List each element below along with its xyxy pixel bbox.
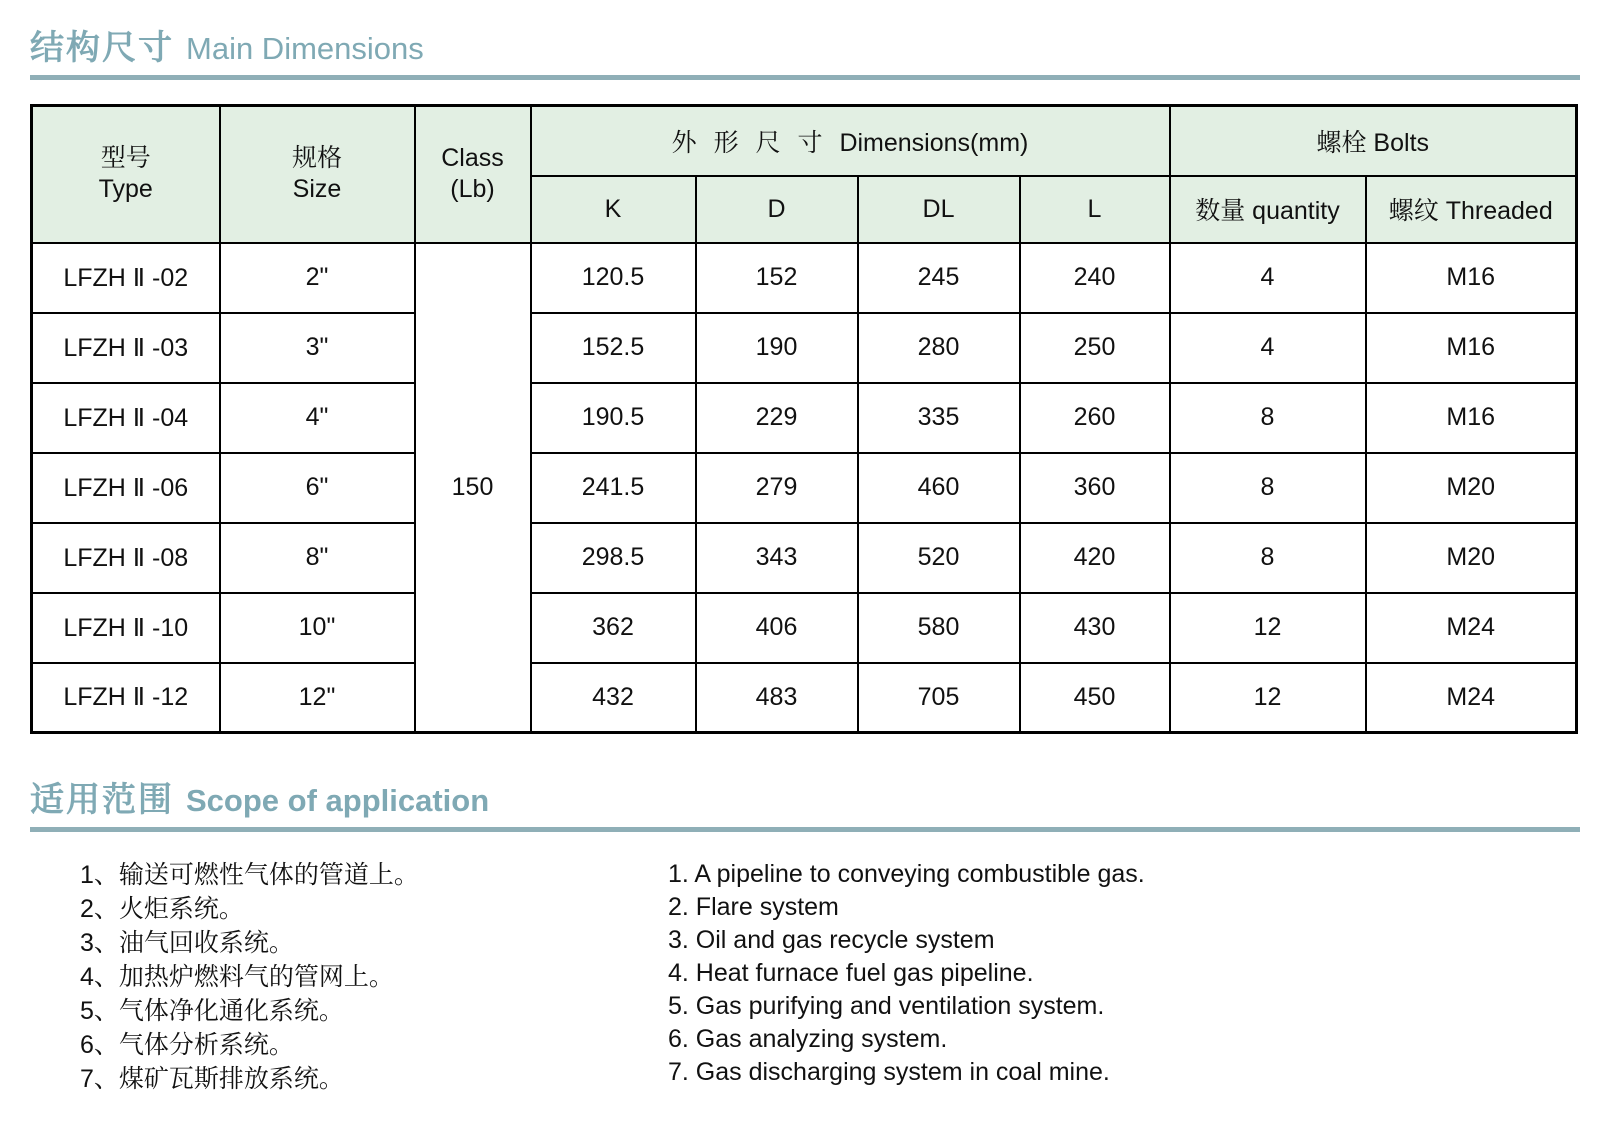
header-class xyxy=(415,106,531,243)
table-row xyxy=(32,313,1577,383)
header-dimensions-group: 外 形 尺 寸 Dimensions(mm) xyxy=(531,106,1170,176)
title-rule xyxy=(30,75,1580,80)
dimensions-table xyxy=(30,104,1578,734)
cell-l: 260 xyxy=(1020,383,1170,453)
list-item: 6. Gas analyzing system. xyxy=(668,1025,948,1053)
cell-size: 3" xyxy=(220,313,415,383)
cell-d: 279 xyxy=(696,453,858,523)
header-class-line2: (Lb) xyxy=(450,175,495,204)
cell-d: 229 xyxy=(696,383,858,453)
spacer xyxy=(30,734,1580,772)
cell-quantity: 12 xyxy=(1170,593,1366,663)
list-item: 4. Heat furnace fuel gas pipeline. xyxy=(668,959,1034,987)
cell-quantity: 8 xyxy=(1170,453,1366,523)
header-row-1 xyxy=(32,106,1577,176)
cell-d: 343 xyxy=(696,523,858,593)
list-item: 6、气体分析系统。 xyxy=(80,1031,294,1059)
cell-threaded: M20 xyxy=(1366,453,1577,523)
list-item: 4、加热炉燃料气的管网上。 xyxy=(80,963,394,991)
cell-type: LFZH Ⅱ -06 xyxy=(32,453,220,523)
cell-k: 241.5 xyxy=(531,453,696,523)
cell-k: 298.5 xyxy=(531,523,696,593)
list-item: 3、油气回收系统。 xyxy=(80,929,294,957)
cell-k: 362 xyxy=(531,593,696,663)
list-item: 2、火炬系统。 xyxy=(80,895,244,923)
table-row xyxy=(32,453,1577,523)
cell-k: 152.5 xyxy=(531,313,696,383)
header-col-dl: DL xyxy=(858,176,1020,243)
cell-l: 240 xyxy=(1020,243,1170,313)
table-row xyxy=(32,663,1577,733)
cell-k: 120.5 xyxy=(531,243,696,313)
cell-threaded: M24 xyxy=(1366,663,1577,733)
cell-d: 190 xyxy=(696,313,858,383)
cell-threaded: M16 xyxy=(1366,243,1577,313)
cell-type: LFZH Ⅱ -08 xyxy=(32,523,220,593)
scope-title-zh: 适用范围 xyxy=(30,781,174,819)
cell-dl: 335 xyxy=(858,383,1020,453)
header-col-d: D xyxy=(696,176,858,243)
cell-type: LFZH Ⅱ -10 xyxy=(32,593,220,663)
cell-threaded: M24 xyxy=(1366,593,1577,663)
header-size-en: Size xyxy=(292,175,342,204)
cell-class-merged: 150 xyxy=(415,243,531,733)
cell-type: LFZH Ⅱ -02 xyxy=(32,243,220,313)
cell-l: 250 xyxy=(1020,313,1170,383)
header-class-line1: Class xyxy=(441,144,504,173)
cell-quantity: 12 xyxy=(1170,663,1366,733)
cell-threaded: M16 xyxy=(1366,313,1577,383)
cell-d: 406 xyxy=(696,593,858,663)
cell-l: 430 xyxy=(1020,593,1170,663)
cell-type: LFZH Ⅱ -03 xyxy=(32,313,220,383)
cell-k: 190.5 xyxy=(531,383,696,453)
cell-type: LFZH Ⅱ -04 xyxy=(32,383,220,453)
list-item: 1、输送可燃性气体的管道上。 xyxy=(80,861,419,889)
cell-size: 12" xyxy=(220,663,415,733)
header-type-zh: 型号 xyxy=(100,144,151,173)
table-row xyxy=(32,383,1577,453)
header-size xyxy=(220,106,415,243)
cell-size: 8" xyxy=(220,523,415,593)
main-dimensions-title xyxy=(30,20,1580,69)
cell-dl: 580 xyxy=(858,593,1020,663)
header-col-quantity: 数量 quantity xyxy=(1170,176,1366,243)
header-type xyxy=(32,106,220,243)
application-lists xyxy=(30,858,1580,1096)
application-list-en xyxy=(668,858,1145,1096)
scope-title-en: Scope of application xyxy=(186,783,490,818)
list-item: 1. A pipeline to conveying combustible gas. xyxy=(668,860,1145,888)
header-type-en: Type xyxy=(98,175,153,204)
cell-size: 10" xyxy=(220,593,415,663)
cell-dl: 245 xyxy=(858,243,1020,313)
cell-quantity: 4 xyxy=(1170,243,1366,313)
cell-dl: 705 xyxy=(858,663,1020,733)
cell-d: 483 xyxy=(696,663,858,733)
application-list-zh xyxy=(80,858,640,1096)
list-item: 7. Gas discharging system in coal mine. xyxy=(668,1058,1110,1086)
header-size-zh: 规格 xyxy=(291,144,342,173)
table-row xyxy=(32,523,1577,593)
cell-quantity: 8 xyxy=(1170,523,1366,593)
title-rule xyxy=(30,827,1580,832)
cell-size: 6" xyxy=(220,453,415,523)
cell-size: 2" xyxy=(220,243,415,313)
header-col-threaded: 螺纹 Threaded xyxy=(1366,176,1577,243)
header-bolts-group: 螺栓 Bolts xyxy=(1170,106,1577,176)
cell-quantity: 4 xyxy=(1170,313,1366,383)
cell-threaded: M16 xyxy=(1366,383,1577,453)
cell-type: LFZH Ⅱ -12 xyxy=(32,663,220,733)
table-row xyxy=(32,243,1577,313)
main-dimensions-title-en: Main Dimensions xyxy=(186,31,424,66)
header-col-k: K xyxy=(531,176,696,243)
list-item: 2. Flare system xyxy=(668,893,839,921)
list-item: 5、气体净化通化系统。 xyxy=(80,997,344,1025)
cell-k: 432 xyxy=(531,663,696,733)
cell-l: 420 xyxy=(1020,523,1170,593)
cell-quantity: 8 xyxy=(1170,383,1366,453)
cell-d: 152 xyxy=(696,243,858,313)
list-item: 5. Gas purifying and ventilation system. xyxy=(668,992,1105,1020)
table-row xyxy=(32,593,1577,663)
list-item: 7、煤矿瓦斯排放系统。 xyxy=(80,1065,344,1093)
cell-threaded: M20 xyxy=(1366,523,1577,593)
cell-dl: 280 xyxy=(858,313,1020,383)
main-dimensions-title-zh: 结构尺寸 xyxy=(30,29,174,67)
cell-dl: 460 xyxy=(858,453,1020,523)
scope-of-application-title xyxy=(30,772,1580,821)
cell-l: 450 xyxy=(1020,663,1170,733)
cell-l: 360 xyxy=(1020,453,1170,523)
cell-dl: 520 xyxy=(858,523,1020,593)
cell-size: 4" xyxy=(220,383,415,453)
header-col-l: L xyxy=(1020,176,1170,243)
list-item: 3. Oil and gas recycle system xyxy=(668,926,995,954)
